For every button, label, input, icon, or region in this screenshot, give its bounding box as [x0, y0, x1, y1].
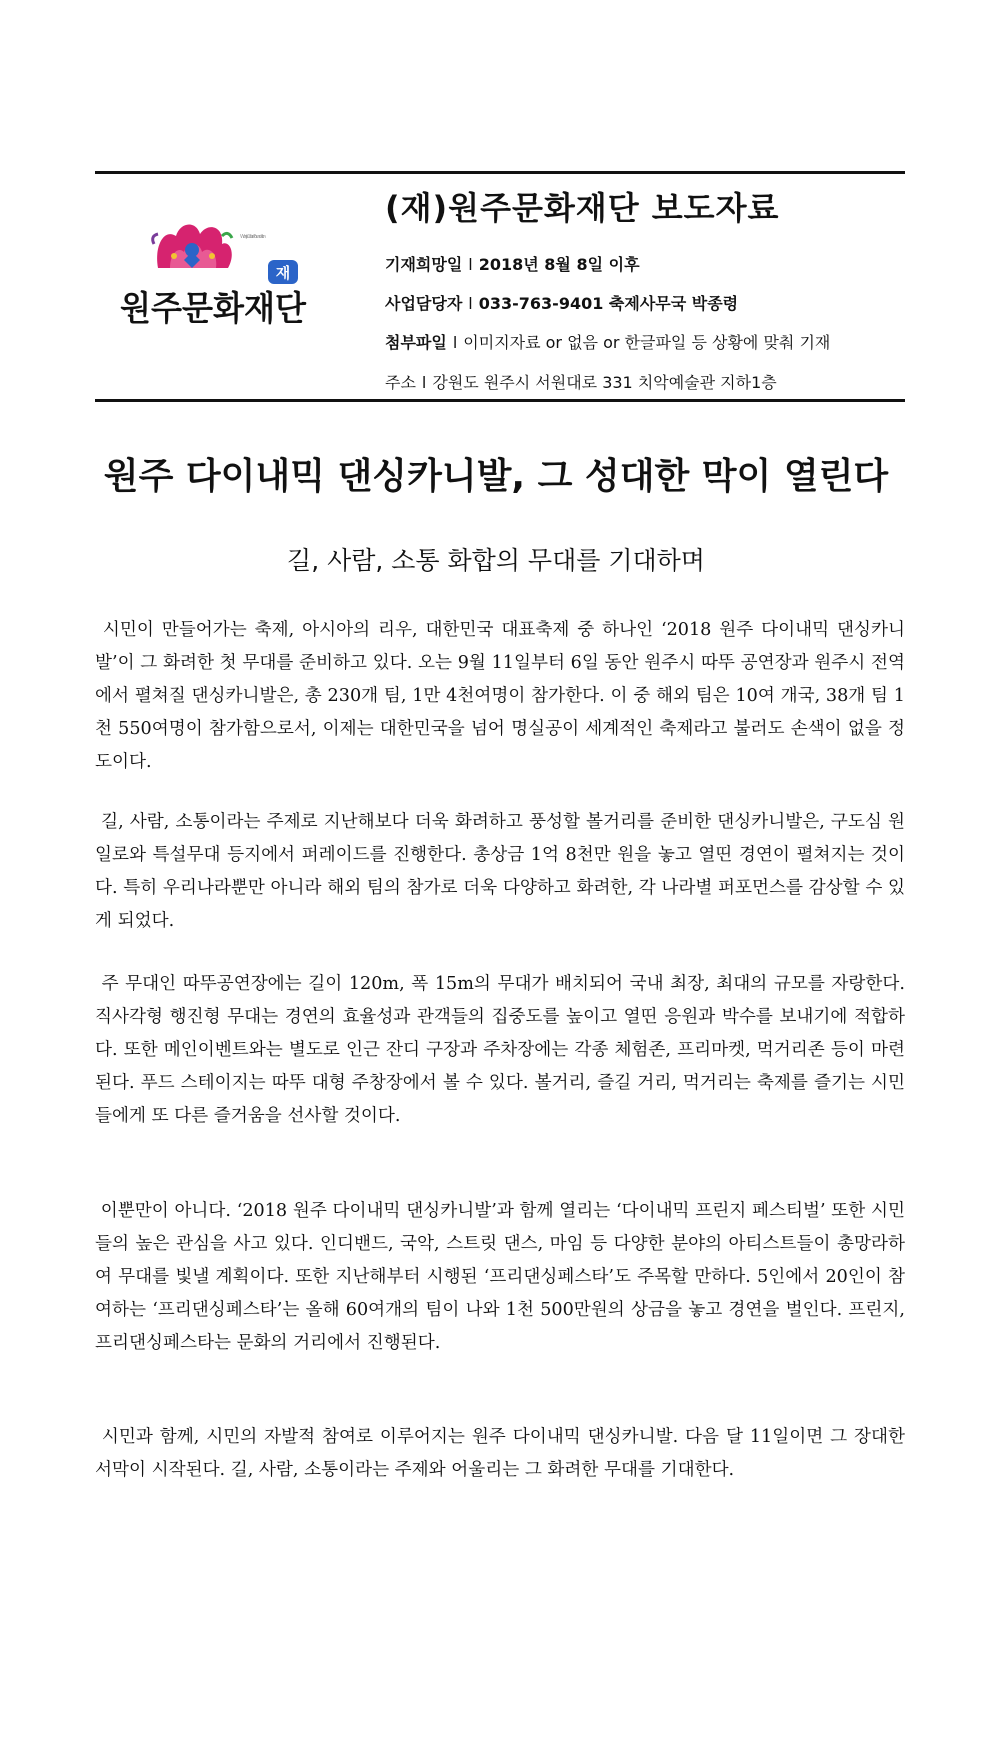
info-label: 주소: [385, 373, 416, 392]
info-separator: l: [468, 255, 473, 274]
info-value: 033-763-9401 축제사무국 박종령: [478, 294, 739, 313]
article-headline: 원주 다이내믹 댄싱카니발, 그 성대한 막이 열린다: [103, 456, 889, 497]
org-title: (재)원주문화재단 보도자료: [385, 189, 780, 227]
info-row-attachment: [385, 330, 830, 353]
info-label: 첨부파일: [385, 333, 447, 352]
header-top-rule: [95, 171, 905, 174]
article-paragraph: [95, 1195, 905, 1360]
foundation-logo: [118, 216, 338, 356]
article-paragraph: [95, 614, 905, 779]
info-row-address: [385, 370, 777, 393]
logo-badge: 재: [275, 264, 291, 282]
info-separator: l: [421, 373, 427, 392]
logo-emblem-icon: [153, 224, 232, 268]
info-label: 기재희망일: [385, 255, 463, 274]
paragraph-text: 주 무대인 따뚜공연장에는 길이 120m, 폭 15m의 무대가 배치되어 국내 최장, 최대의 규모를 자랑한다. 직사각형 행진형 무대는 경연의 효율성과 관객들의 집중도를 높이고 열띤 응원과 박수를 보내기에 적합하다. 또한 메인이벤트와는 별도로 인근 잔디 구장과 주차장에는 각종 체험존, 프리마켓, 먹거리존 등이 마련된다. 푸드 스테이지는 따뚜 대형 주창장에서 볼 수 있다. 볼거리, 즐길 거리, 먹거리는 축제를 즐기는 시민들에게 또 다른 즐거움을 선사할 것이다.: [95, 974, 905, 1126]
info-row-contact: [385, 291, 738, 314]
info-separator: l: [452, 333, 458, 352]
paragraph-text: 이뿐만이 아니다. ‘2018 원주 다이내믹 댄싱카니발’과 함께 열리는 ‘다이내믹 프린지 페스티벌’ 또한 시민들의 높은 관심을 사고 있다. 인디밴드, 국악, 스트릿 댄스, 마임 등 다양한 분야의 아티스트들이 총망라하여 무대를 빛낼 계획이다. 또한 지난해부터 시행된 ‘프리댄싱페스타’도 주목할 만하다. 5인에서 20인이 참여하는 ‘프리댄싱페스타’는 올해 60여개의 팀이 나와 1천 500만원의 상금을 놓고 경연을 벌인다. 프린지, 프리댄싱페스타는 문화의 거리에서 진행된다.: [95, 1201, 905, 1353]
paragraph-text: 시민이 만들어가는 축제, 아시아의 리우, 대한민국 대표축제 중 하나인 ‘2018 원주 다이내믹 댄싱카니발’이 그 화려한 첫 무대를 준비하고 있다. 오는 9월 11일부터 6일 동안 원주시 따뚜 공연장과 원주시 전역에서 펼쳐질 댄싱카니발은, 총 230개 팀, 1만 4천여명이 참가한다. 이 중 해외 팀은 10여 개국, 38개 팀 1천 550여명이 참가함으로서, 이제는 대한민국을 넘어 명실공이 세계적인 축제라고 불러도 손색이 없을 정도이다.: [95, 620, 906, 772]
article-paragraph: [95, 1421, 905, 1487]
article-paragraph: [95, 806, 905, 938]
paragraph-text: 시민과 함께, 시민의 자발적 참여로 이루어지는 원주 다이내믹 댄싱카니발. 다음 달 11일이면 그 장대한 서막이 시작된다. 길, 사람, 소통이라는 주제와 어울리는 그 화려한 무대를 기대한다.: [95, 1427, 905, 1480]
info-value: 이미지자료 or 없음 or 한글파일 등 상황에 맞춰 기재: [463, 333, 831, 352]
header-bottom-rule: [95, 399, 905, 402]
info-row-date: [385, 252, 640, 275]
info-separator: l: [468, 294, 473, 313]
info-value: 2018년 8월 8일 이후: [478, 255, 640, 274]
paragraph-text: 길, 사람, 소통이라는 주제로 지난해보다 더욱 화려하고 풍성할 볼거리를 준비한 댄싱카니발은, 구도심 원일로와 특설무대 등지에서 퍼레이드를 진행한다. 총상금 1억 8천만 원을 놓고 열띤 경연이 펼쳐지는 것이다. 특히 우리나라뿐만 아니라 해외 팀의 참가로 더욱 다양하고 화려한, 각 나라별 퍼포먼스를 감상할 수 있게 되었다.: [95, 812, 905, 931]
article-paragraph: [95, 968, 905, 1133]
info-value: 강원도 원주시 서원대로 331 치악예술관 지하1층: [432, 373, 777, 392]
logo-wordmark: 원주문화재단: [120, 289, 308, 329]
article-subheadline: 길, 사람, 소통 화합의 무대를 기대하며: [287, 546, 705, 575]
logo-small-text: Wonju Culture Foundation: [240, 234, 266, 240]
info-label: 사업담당자: [385, 294, 463, 313]
